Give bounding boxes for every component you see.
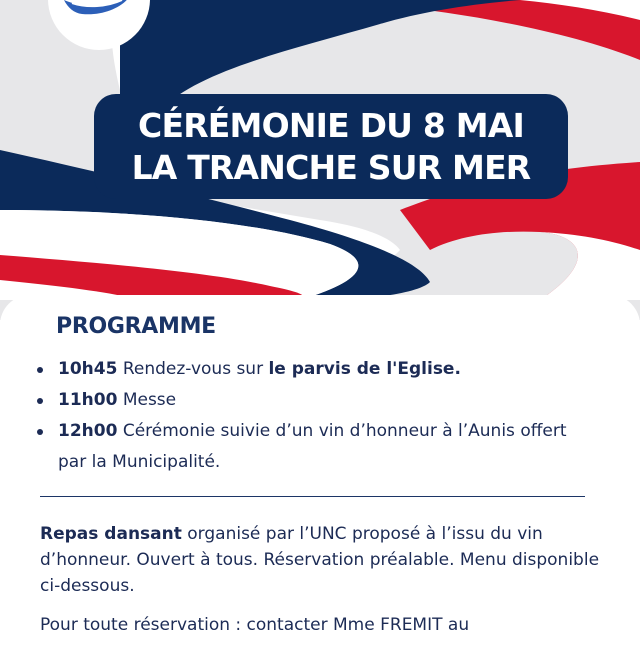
item-text: Messe — [117, 390, 177, 410]
reservation-text: Pour toute réservation : contacter Mme FREMIT au — [40, 615, 470, 635]
programme-heading: PROGRAMME — [56, 314, 216, 339]
title-banner — [94, 94, 568, 199]
unc-logo-icon — [62, 0, 132, 18]
repas-text: organisé par l’UNC proposé à l’issu du vin d’honneur. Ouvert à tous. Réservation préalable. Menu disponible ci-dessous. — [40, 524, 600, 596]
item-text: Rendez-vous sur — [117, 359, 269, 379]
list-item — [36, 416, 596, 478]
title-line-2: LA TRANCHE SUR MER — [131, 147, 531, 187]
list-item — [36, 385, 596, 416]
list-item — [36, 354, 596, 385]
item-place: le parvis de l'Eglise. — [268, 359, 461, 379]
item-text: Cérémonie suivie d’un vin d’honneur à l’Aunis offert par la Municipalité. — [58, 421, 567, 472]
item-time: 11h00 — [58, 390, 118, 410]
repas-title: Repas dansant — [40, 524, 182, 544]
item-time: 10h45 — [58, 359, 118, 379]
programme-list — [36, 354, 596, 478]
title-line-1: CÉRÉMONIE DU 8 MAI — [138, 105, 524, 145]
divider — [40, 496, 585, 497]
repas-paragraph — [40, 521, 600, 599]
item-time: 12h00 — [58, 421, 118, 441]
